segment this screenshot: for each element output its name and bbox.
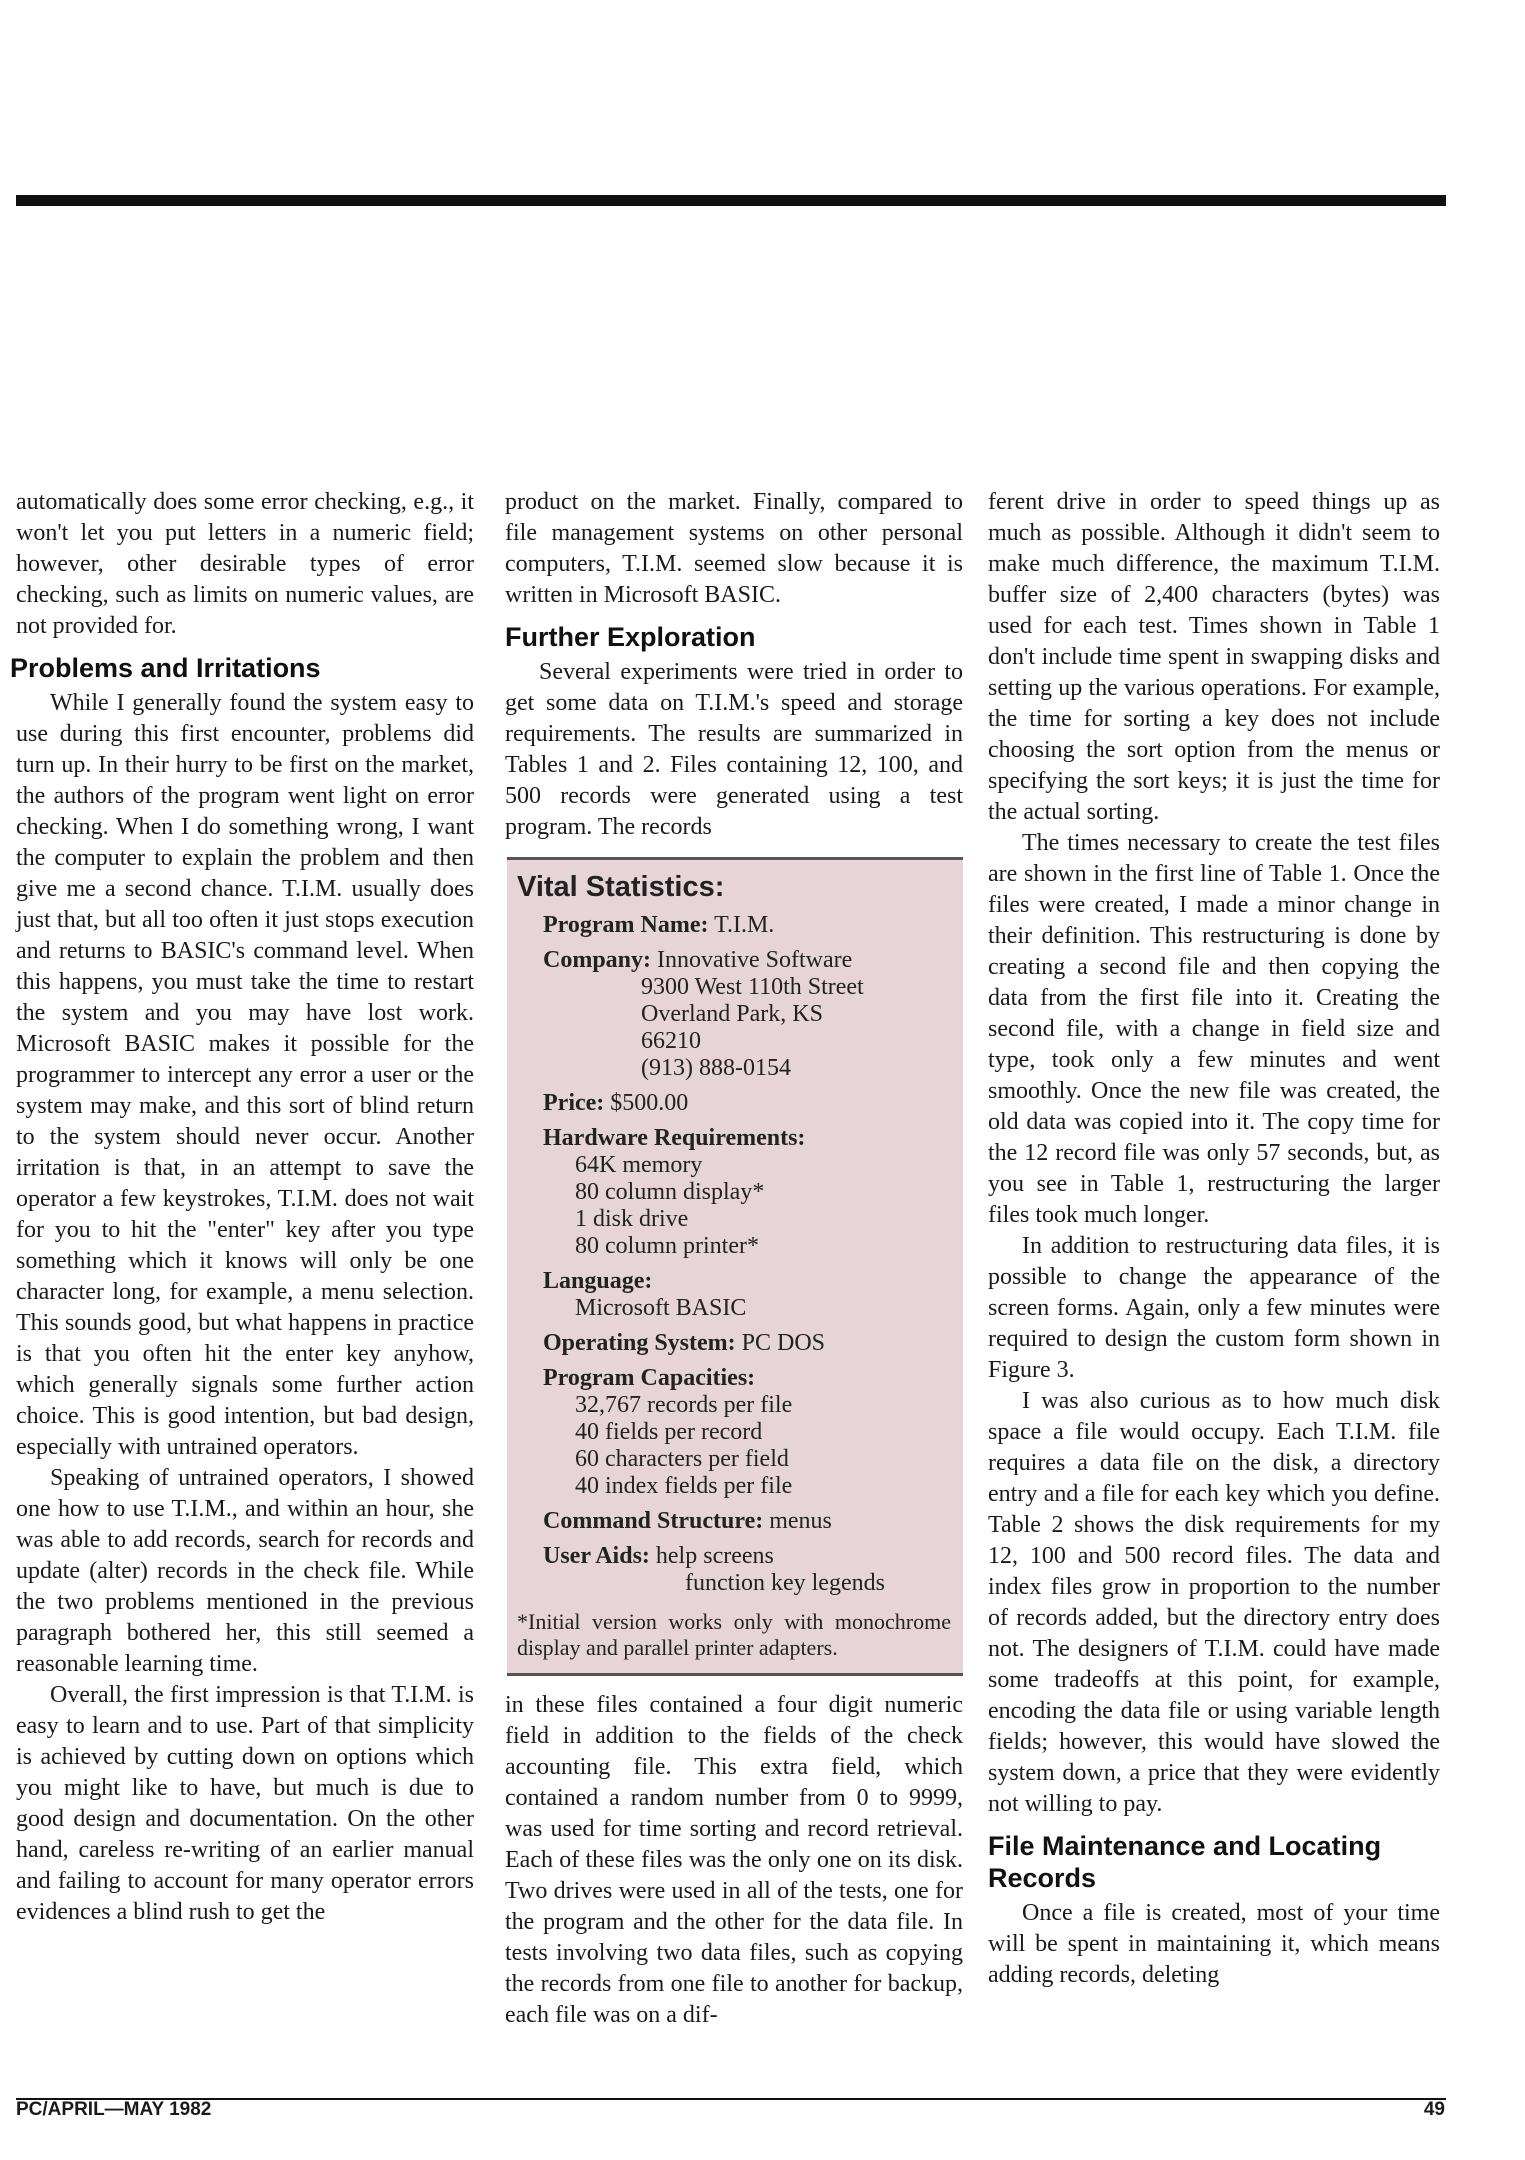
label: Company: xyxy=(543,947,652,973)
address-line: 9300 West 110th Street xyxy=(641,974,864,1000)
column-3 xyxy=(988,487,1440,1991)
paragraph: ferent drive in order to speed things up as much as possible. Although it didn't seem to make much difference, the maximum T.I.M. buffer size of 2,400 characters (bytes) was used for each test. Times shown in Table 1 don't include time spent in swapping disks and setting up the various operations. For example, the time for sorting a key does not include choosing the sort option from the menus or specifying the sort keys; it is just the time for the actual sorting. xyxy=(988,489,1440,825)
program-name-row xyxy=(543,912,951,939)
label: User Aids: xyxy=(543,1543,650,1569)
paragraph: product on the market. Finally, compared to file management systems on other personal computers, T.I.M. seemed slow because it is written in Microsoft BASIC. xyxy=(505,489,963,608)
section-heading-further-exploration: Further Exploration xyxy=(505,622,756,652)
language-row xyxy=(543,1268,951,1295)
paragraph: in these files contained a four digit numeric field in addition to the fields of the check accounting file. This extra field, which contained a random number from 0 to 9999, was used for time sorting and record retrieval. Each of these files was the only one on its disk. Two drives were used in all of the tests, one for the program and the other for the data file. In tests involving two data files, such as copying the records from one file to another for backup, each file was on a dif- xyxy=(505,1692,963,2028)
paragraph: Speaking of untrained operators, I showed one how to use T.I.M., and within an hour, she was able to add records, search for records and update (alter) records in the check file. While the two problems mentioned in the previous paragraph bothered her, this still seemed a reasonable learning time. xyxy=(16,1465,474,1677)
command-row xyxy=(543,1508,951,1535)
column-1 xyxy=(10,487,474,1928)
value: Innovative Software xyxy=(657,947,853,973)
top-rule xyxy=(16,195,1446,206)
paragraph: I was also curious as to how much disk space a file would occupy. Each T.I.M. file requires a data file on the disk, a directory entry and a file for each key which you define. Table 2 shows the disk requirements for my 12, 100 and 500 record files. The data and index files grow in proportion to the number of records added, but the directory entry does not. The designers of T.I.M. could have made some tradeoffs at this point, for example, encoding the data file or using variable length fields; however, this would have slowed the system down, a price that they were evidently not willing to pay. xyxy=(988,1388,1440,1817)
paragraph: Once a file is created, most of your time will be spent in maintaining it, which means adding records, deleting xyxy=(988,1900,1440,1988)
footer-issue: PC/APRIL—MAY 1982 xyxy=(16,2099,212,2120)
sidebar-footnote: *Initial version works only with monochrome display and parallel printer adapters. xyxy=(517,1609,951,1660)
label: Program Name: xyxy=(543,912,709,938)
label: Command Structure: xyxy=(543,1508,764,1534)
capacity-item: 40 index fields per file xyxy=(575,1473,793,1499)
label: Program Capacities: xyxy=(543,1365,756,1391)
hardware-row xyxy=(543,1125,951,1152)
hardware-item: 80 column display* xyxy=(575,1179,765,1205)
section-heading-problems: Problems and Irritations xyxy=(10,653,321,683)
value: help screens xyxy=(655,1543,774,1569)
paragraph: Several experiments were tried in order to get some data on T.I.M.'s speed and storage requirements. The results are summarized in Tables 1 and 2. Files containing 12, 100, and 500 records were generated using a test program. The records xyxy=(505,659,963,840)
label: Operating System: xyxy=(543,1330,736,1356)
paragraph: In addition to restructuring data files, it is possible to change the appearance of the screen forms. Again, only a few minutes were required to design the custom form shown in Figure 3. xyxy=(988,1233,1440,1383)
address-line: (913) 888-0154 xyxy=(641,1055,791,1081)
value: $500.00 xyxy=(610,1090,689,1116)
address-line: 66210 xyxy=(641,1028,701,1054)
page-number: 49 xyxy=(1423,2099,1445,2120)
vital-statistics-box xyxy=(507,857,963,1676)
os-row xyxy=(543,1330,951,1357)
paragraph: The times necessary to create the test files are shown in the first line of Table 1. Once the files were created, I made a minor change in their definition. This restructuring is done by creating a second file and then copying the data from the first file into it. Creating the second file, with a change in field size and type, took only a few minutes and went smoothly. Once the new file was created, the old data was copied into it. The copy time for the 12 record file was only 57 seconds, but, as you see in Table 1, restructuring the larger files took much longer. xyxy=(988,830,1440,1228)
value: menus xyxy=(769,1508,832,1534)
sidebar-title: Vital Statistics: xyxy=(517,871,725,903)
label: Price: xyxy=(543,1090,605,1116)
language-item: Microsoft BASIC xyxy=(575,1295,747,1321)
value: PC DOS xyxy=(741,1330,826,1356)
value: T.I.M. xyxy=(714,912,775,938)
user-aids-row xyxy=(543,1543,951,1570)
user-aids-item: function key legends xyxy=(685,1570,885,1596)
paragraph: While I generally found the system easy to use during this first encounter, problems did turn up. In their hurry to be first on the market, the authors of the program went light on error checking. When I do something wrong, I want the computer to explain the problem and then give me a second chance. T.I.M. usually does just that, but all too often it just stops execution and returns to BASIC's command level. When this happens, you must take the time to restart the system and you may have lost work. Microsoft BASIC makes it possible for the programmer to intercept any error a user or the system may make, and this sort of blind return to the system should never occur. Another irritation is that, in an attempt to save the operator a few keystrokes, T.I.M. does not wait for you to hit the "enter" key after you type something which it knows will only be one character long, for example, a menu selection. This sounds good, but what happens in practice is that you often hit the enter key anyhow, which generally signals some further action choice. This is good intention, but bad design, especially with untrained operators. xyxy=(16,690,474,1460)
capacity-item: 40 fields per record xyxy=(575,1419,763,1445)
hardware-item: 1 disk drive xyxy=(575,1206,689,1232)
column-2 xyxy=(505,487,963,2031)
capacity-item: 32,767 records per file xyxy=(575,1392,793,1418)
label: Language: xyxy=(543,1268,653,1294)
paragraph: automatically does some error checking, e.g., it won't let you put letters in a numeric field; however, other desirable types of error checking, such as limits on numeric values, are not provided for. xyxy=(16,489,474,639)
company-row xyxy=(543,947,951,974)
label: Hardware Requirements: xyxy=(543,1125,806,1151)
price-row xyxy=(543,1090,951,1117)
capacity-item: 60 characters per field xyxy=(575,1446,789,1472)
paragraph: Overall, the first impression is that T.I.M. is easy to learn and to use. Part of that simplicity is achieved by cutting down on options which you might like to have, but much is due to good design and documentation. On the other hand, careless re-writing of an earlier manual and failing to account for many operator errors evidences a blind rush to get the xyxy=(16,1682,474,1925)
hardware-item: 80 column printer* xyxy=(575,1233,759,1259)
section-heading-file-maintenance: File Maintenance and Locating Records xyxy=(988,1831,1382,1893)
hardware-item: 64K memory xyxy=(575,1152,703,1178)
footer-rule xyxy=(16,2098,1446,2100)
capacities-row xyxy=(543,1365,951,1392)
address-line: Overland Park, KS xyxy=(641,1001,823,1027)
